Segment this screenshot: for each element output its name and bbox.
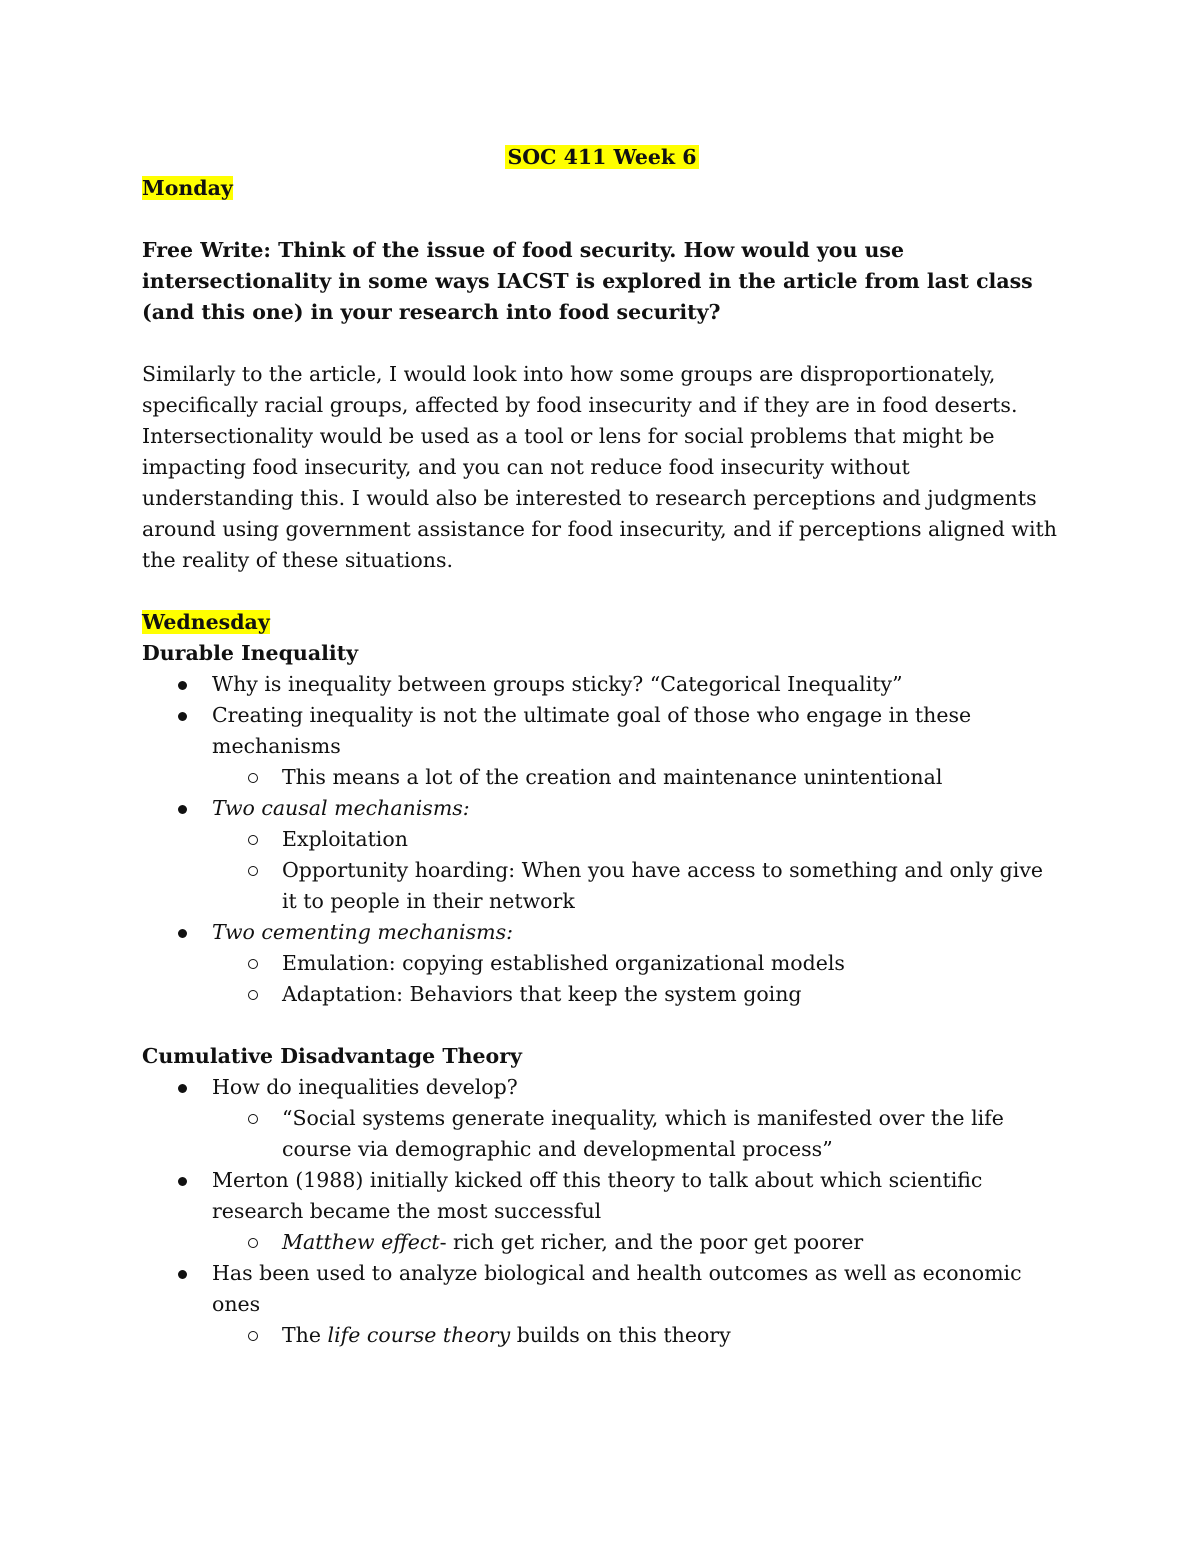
circle-bullet-icon (248, 990, 258, 1000)
durable-inequality-heading: Durable Inequality (142, 641, 359, 665)
list-item: How do inequalities develop? “Social systems generate inequality, which is manifested over the life course via demographic and developmental process” (142, 1072, 1062, 1165)
list-item: Two cementing mechanisms: Emulation: copying established organizational models Adaptation: Behaviors that keep the system going (142, 917, 1062, 1010)
bullet-icon (178, 681, 187, 690)
bullet-icon (178, 805, 187, 814)
durable-inequality-list (142, 669, 1062, 1010)
monday-heading: Monday (142, 176, 233, 200)
sub-list (212, 1103, 1062, 1165)
page-title: SOC 411 Week 6 (507, 145, 697, 169)
sub-list (212, 1227, 1062, 1258)
bullet-icon (178, 1084, 187, 1093)
free-write-prompt: Free Write: Think of the issue of food security. How would you use intersectionality in some ways IACST is explored in the article from last class (and this one) in your research into food security? (142, 238, 1033, 324)
sub-list-item: Emulation: copying established organizational models (212, 948, 1062, 979)
sub-list-item: Matthew effect- rich get richer, and the poor get poorer (212, 1227, 1062, 1258)
list-item: Has been used to analyze biological and health outcomes as well as economic ones The life course theory builds on this theory (142, 1258, 1062, 1351)
list-item: Creating inequality is not the ultimate goal of those who engage in these mechanisms This means a lot of the creation and maintenance unintentional (142, 700, 1062, 793)
sub-list-item: This means a lot of the creation and maintenance unintentional (212, 762, 1062, 793)
bullet-icon (178, 712, 187, 721)
bullet-icon (178, 1270, 187, 1279)
sub-list-item: “Social systems generate inequality, which is manifested over the life course via demographic and developmental process” (212, 1103, 1062, 1165)
sub-list-item: Exploitation (212, 824, 1062, 855)
document-page (142, 142, 1062, 1351)
list-item: Merton (1988) initially kicked off this theory to talk about which scientific research became the most successful Matthew effect- rich get richer, and the poor get poorer (142, 1165, 1062, 1258)
bullet-icon (178, 929, 187, 938)
sub-list (212, 762, 1062, 793)
sub-list-item: The life course theory builds on this theory (212, 1320, 1062, 1351)
sub-list (212, 824, 1062, 917)
circle-bullet-icon (248, 773, 258, 783)
list-item: Two causal mechanisms: Exploitation Opportunity hoarding: When you have access to something and only give it to people in their network (142, 793, 1062, 917)
circle-bullet-icon (248, 1238, 258, 1248)
sub-list-item: Opportunity hoarding: When you have access to something and only give it to people in their network (212, 855, 1062, 917)
wednesday-heading: Wednesday (142, 610, 270, 634)
circle-bullet-icon (248, 835, 258, 845)
sub-list-item: Adaptation: Behaviors that keep the system going (212, 979, 1062, 1010)
sub-list (212, 1320, 1062, 1351)
circle-bullet-icon (248, 959, 258, 969)
list-item: Why is inequality between groups sticky? “Categorical Inequality” (142, 669, 1062, 700)
circle-bullet-icon (248, 1114, 258, 1124)
cumulative-disadvantage-heading: Cumulative Disadvantage Theory (142, 1044, 522, 1068)
cumulative-disadvantage-list (142, 1072, 1062, 1351)
bullet-icon (178, 1177, 187, 1186)
sub-list (212, 948, 1062, 1010)
circle-bullet-icon (248, 866, 258, 876)
free-write-response: Similarly to the article, I would look into how some groups are disproportionately, specifically racial groups, affected by food insecurity and if they are in food deserts. Intersectionality would be used as a tool or lens for social problems that might be impacting food insecurity, and you can not reduce food insecurity without understanding this. I would also be interested to research perceptions and judgments around using government assistance for food insecurity, and if perceptions aligned with the reality of these situations. (142, 362, 1057, 572)
circle-bullet-icon (248, 1331, 258, 1341)
